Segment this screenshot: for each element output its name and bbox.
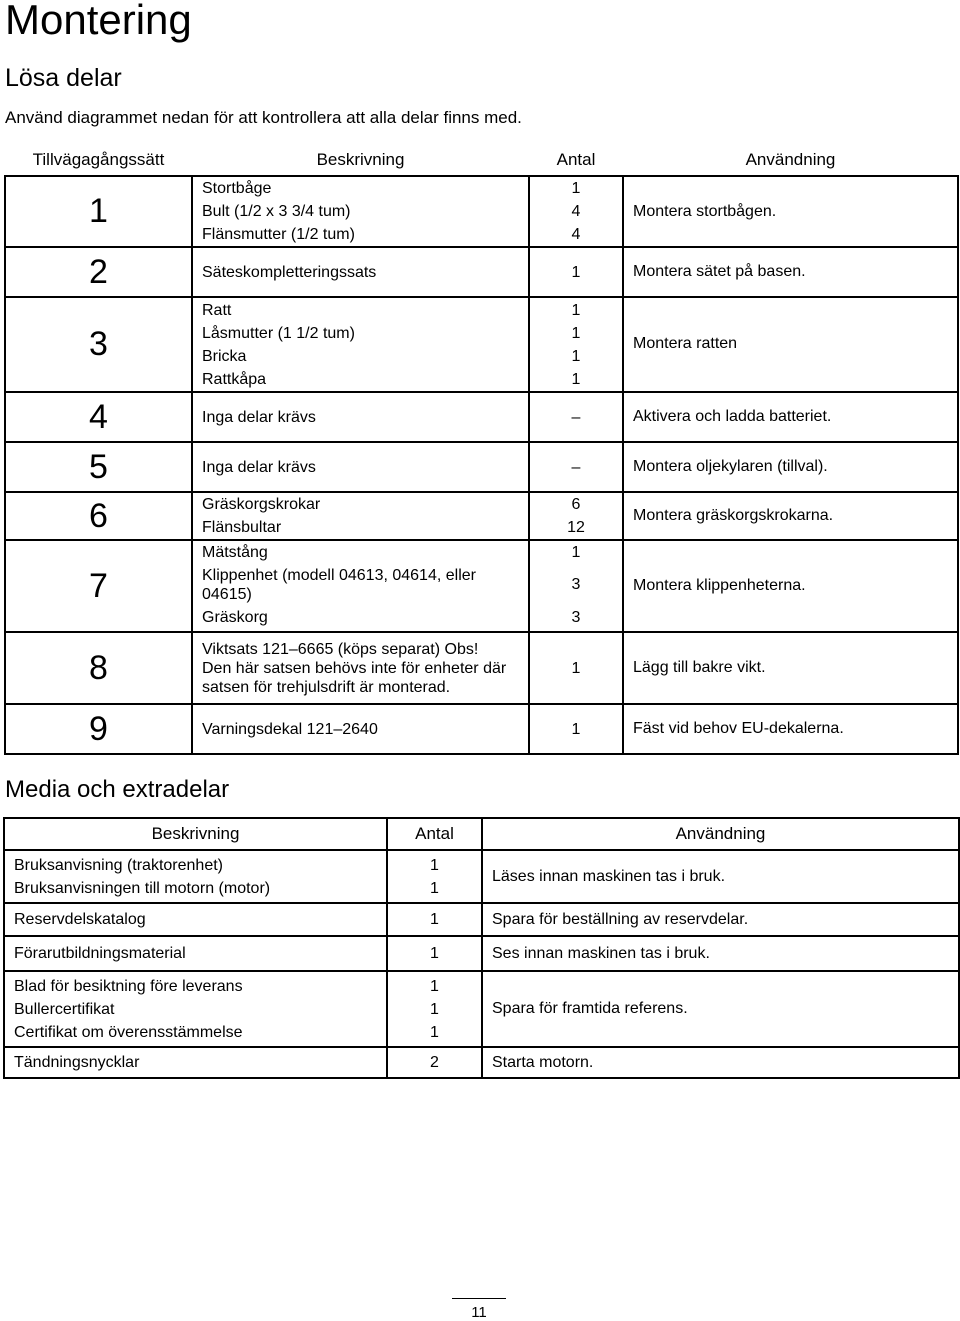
usage-cell: Lägg till bakre vikt. xyxy=(623,632,958,704)
quantity-cell xyxy=(529,442,623,492)
section-heading-loose-parts: Lösa delar xyxy=(5,64,122,92)
header-usage: Användning xyxy=(745,150,836,169)
usage-cell: Starta motorn. xyxy=(482,1047,959,1078)
usage-cell: Aktivera och ladda batteriet. xyxy=(623,392,958,442)
step-number: 5 xyxy=(5,442,192,492)
part-name: Säteskompletteringssats xyxy=(202,263,377,281)
description-cell xyxy=(4,971,387,1047)
table-row xyxy=(4,971,959,1047)
quantity: 3 xyxy=(571,609,581,626)
quantity: 1 xyxy=(430,911,439,928)
quantity-cell xyxy=(529,492,623,540)
table-row xyxy=(5,392,958,442)
step-number: 3 xyxy=(5,297,192,392)
intro-text: Använd diagrammet nedan för att kontrollera att alla delar finns med. xyxy=(5,108,522,127)
quantity: 1 xyxy=(571,347,581,365)
quantity-cell xyxy=(529,176,623,247)
part-name: Förarutbildningsmaterial xyxy=(14,945,186,962)
usage-cell: Montera oljekylaren (tillval). xyxy=(623,442,958,492)
table-row xyxy=(5,247,958,297)
quantity-cell xyxy=(387,971,482,1047)
quantity-cell xyxy=(529,247,623,297)
header-procedure: Tillvägagångssätt xyxy=(32,150,165,169)
section-heading-media: Media och extradelar xyxy=(5,776,230,803)
quantity: 1 xyxy=(571,324,581,342)
part-name: Gräskorgskrokar xyxy=(202,496,321,513)
part-name: Certifikat om överensstämmelse xyxy=(14,1023,243,1041)
part-name: Reservdelskatalog xyxy=(14,911,146,928)
part-name: Viktsats 121–6665 (köps separat) Obs! Den här satsen behövs inte för enheter där satsen för trehjulsdrift är monterad. xyxy=(202,640,507,696)
part-name: Flänsmutter (1/2 tum) xyxy=(202,226,355,243)
media-table xyxy=(3,817,960,1079)
step-number: 2 xyxy=(5,247,192,297)
description-cell xyxy=(4,936,387,971)
step-number: 7 xyxy=(5,540,192,632)
quantity-cell xyxy=(529,632,623,704)
quantity-cell xyxy=(387,1047,482,1078)
step-number: 1 xyxy=(5,176,192,247)
description-cell xyxy=(192,247,529,297)
part-name: Bruksanvisningen till motorn (motor) xyxy=(14,879,271,897)
quantity: 1 xyxy=(571,659,581,677)
description-cell xyxy=(192,632,529,704)
table-row xyxy=(4,936,959,971)
usage-cell: Montera stortbågen. xyxy=(623,176,958,247)
table-row xyxy=(4,850,959,903)
part-name: Låsmutter (1 1/2 tum) xyxy=(202,324,355,342)
quantity-cell xyxy=(387,936,482,971)
step-number: 9 xyxy=(5,704,192,754)
quantity-cell xyxy=(529,540,623,632)
description-cell xyxy=(192,704,529,754)
table-row xyxy=(5,540,958,632)
page-number: 11 xyxy=(452,1298,506,1321)
part-name: Inga delar krävs xyxy=(202,458,316,476)
part-name: Bullercertifikat xyxy=(14,1000,115,1018)
table-row xyxy=(4,1047,959,1078)
usage-cell: Montera sätet på basen. xyxy=(623,247,958,297)
quantity: 1 xyxy=(571,544,581,561)
table-row xyxy=(5,704,958,754)
quantity-cell xyxy=(387,903,482,936)
step-number: 6 xyxy=(5,492,192,540)
usage-cell: Montera gräskorgskrokarna. xyxy=(623,492,958,540)
part-name: Bricka xyxy=(202,347,247,365)
quantity: 1 xyxy=(571,301,581,319)
part-name: Bruksanvisning (traktorenhet) xyxy=(14,856,223,874)
usage-cell: Spara för beställning av reservdelar. xyxy=(482,903,959,936)
part-name: Ratt xyxy=(202,301,232,319)
table-row xyxy=(5,492,958,540)
quantity: 1 xyxy=(430,945,439,962)
quantity: 12 xyxy=(567,519,585,536)
header-description: Beskrivning xyxy=(4,818,387,850)
part-name: Stortbåge xyxy=(202,180,272,197)
usage-cell: Läses innan maskinen tas i bruk. xyxy=(482,850,959,903)
table-row xyxy=(5,297,958,392)
description-cell xyxy=(4,850,387,903)
table-row xyxy=(5,632,958,704)
quantity-cell xyxy=(529,297,623,392)
quantity: 1 xyxy=(430,1000,439,1018)
description-cell xyxy=(192,442,529,492)
quantity: 1 xyxy=(571,180,581,197)
table-row xyxy=(5,176,958,247)
part-name: Bult (1/2 x 3 3/4 tum) xyxy=(202,203,351,220)
part-name: Flänsbultar xyxy=(202,519,282,536)
quantity: 4 xyxy=(571,226,581,243)
table-row xyxy=(4,903,959,936)
table-row xyxy=(5,442,958,492)
header-quantity: Antal xyxy=(556,150,596,169)
usage-cell: Montera ratten xyxy=(623,297,958,392)
quantity: 1 xyxy=(571,720,581,738)
header-description: Beskrivning xyxy=(316,150,405,169)
loose-parts-table xyxy=(4,145,959,755)
quantity: 1 xyxy=(430,879,439,897)
usage-cell: Spara för framtida referens. xyxy=(482,971,959,1047)
quantity-cell xyxy=(529,704,623,754)
quantity: 1 xyxy=(430,977,439,995)
part-name: Rattkåpa xyxy=(202,370,267,388)
quantity: 1 xyxy=(571,370,581,388)
part-name: Mätstång xyxy=(202,544,268,561)
part-name: Varningsdekal 121–2640 xyxy=(202,720,378,738)
description-cell xyxy=(192,392,529,442)
part-name: Tändningsnycklar xyxy=(14,1054,140,1071)
header-quantity: Antal xyxy=(387,818,482,850)
usage-cell: Ses innan maskinen tas i bruk. xyxy=(482,936,959,971)
quantity: 1 xyxy=(571,263,581,281)
quantity: 4 xyxy=(571,203,581,220)
part-name: Gräskorg xyxy=(202,609,268,626)
quantity: 2 xyxy=(430,1054,439,1071)
quantity-cell xyxy=(387,850,482,903)
description-cell xyxy=(192,176,529,247)
step-number: 8 xyxy=(5,632,192,704)
usage-cell: Montera klippenheterna. xyxy=(623,540,958,632)
quantity: 3 xyxy=(571,576,581,593)
quantity: 1 xyxy=(430,1023,439,1041)
table-header-row xyxy=(4,818,959,850)
quantity: – xyxy=(571,458,581,476)
part-name: Klippenhet (modell 04613, 04614, eller 04615) xyxy=(202,567,476,603)
quantity: 1 xyxy=(430,856,439,874)
header-usage: Användning xyxy=(482,818,959,850)
description-cell xyxy=(4,1047,387,1078)
quantity: – xyxy=(571,408,581,426)
quantity: 6 xyxy=(571,496,581,513)
quantity-cell xyxy=(529,392,623,442)
description-cell xyxy=(192,492,529,540)
table-header-row xyxy=(5,145,958,176)
step-number: 4 xyxy=(5,392,192,442)
page-title: Montering xyxy=(5,0,192,43)
description-cell xyxy=(192,297,529,392)
part-name: Blad för besiktning före leverans xyxy=(14,977,243,995)
part-name: Inga delar krävs xyxy=(202,408,316,426)
description-cell xyxy=(4,903,387,936)
usage-cell: Fäst vid behov EU-dekalerna. xyxy=(623,704,958,754)
description-cell xyxy=(192,540,529,632)
